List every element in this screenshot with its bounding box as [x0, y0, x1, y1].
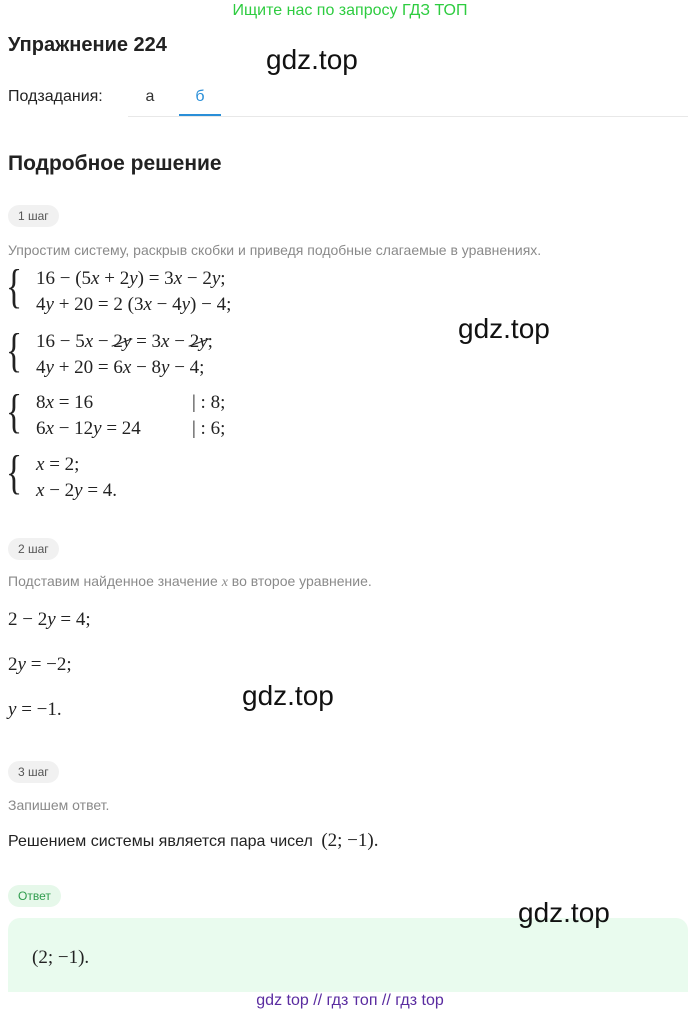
watermark: gdz.top — [242, 680, 334, 711]
step-badge-1: 1 шаг — [8, 205, 59, 227]
divider — [128, 116, 688, 117]
brace-4: { — [6, 446, 23, 499]
system4-line2: x − 2y = 4. — [36, 480, 118, 501]
watermark: gdz.top — [518, 897, 610, 928]
watermark: gdz.top — [458, 313, 550, 344]
system4-line1: x = 2; — [36, 454, 80, 475]
answer-badge: Ответ — [8, 885, 61, 907]
system1-line1: 16 − (5x + 2y) = 3x − 2y; — [36, 268, 226, 289]
brace-1: { — [6, 260, 23, 313]
tab-b[interactable]: б — [179, 84, 221, 116]
step2-line1: 2 − 2y = 4; — [8, 609, 91, 630]
system3-line1: 8x = 16 — [36, 392, 94, 413]
system1-line2: 4y + 20 = 2 (3x − 4y) − 4; — [36, 294, 232, 315]
system3-line2: 6x − 12y = 24 — [36, 418, 141, 439]
tab-a[interactable]: а — [145, 88, 155, 105]
step3-conclusion: Решением системы является пара чисел (2; −1). — [8, 830, 379, 851]
system2-line1: 16 − 5x − 2y = 3x − 2y; — [36, 331, 213, 352]
top-banner: Ищите нас по запросу ГДЗ ТОП — [232, 2, 468, 19]
page-title: Упражнение 224 — [8, 34, 167, 56]
step-badge-3: 3 шаг — [8, 761, 59, 783]
solution-heading: Подробное решение — [8, 152, 222, 175]
footer-links[interactable]: gdz top // гдз топ // гдз top — [256, 992, 444, 1009]
watermark: gdz.top — [266, 44, 358, 75]
step2-line3: y = −1. — [8, 699, 62, 720]
system2-line2: 4y + 20 = 6x − 8y − 4; — [36, 357, 205, 378]
answer-value: (2; −1). — [32, 947, 90, 968]
subtasks-label: Подзадания: — [8, 88, 103, 105]
brace-3: { — [6, 385, 23, 438]
step1-note: Упростим систему, раскрыв скобки и приведя подобные слагаемые в уравнениях. — [8, 242, 542, 258]
system3-divisor2: | : 6; — [192, 418, 226, 439]
answer-box — [8, 918, 688, 992]
system3-divisor1: | : 8; — [192, 392, 226, 413]
brace-2: { — [6, 324, 23, 377]
step2-note: Подставим найденное значение x во второе уравнение. — [8, 573, 372, 590]
step-badge-2: 2 шаг — [8, 538, 59, 560]
step3-note: Запишем ответ. — [8, 797, 110, 813]
step2-line2: 2y = −2; — [8, 654, 72, 675]
